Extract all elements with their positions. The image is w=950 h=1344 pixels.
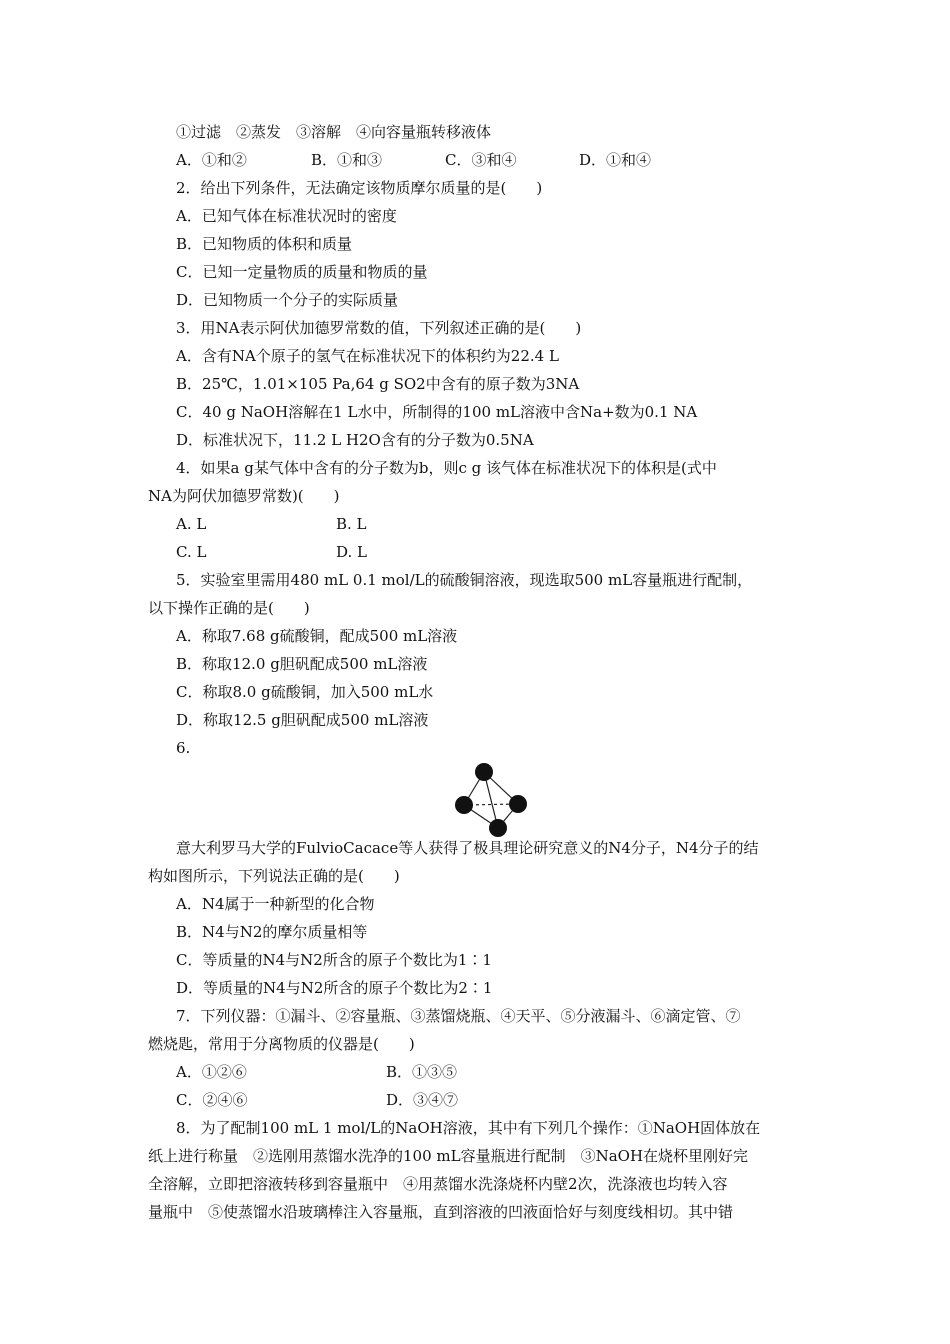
q4-option-a: A. L [176,515,207,533]
q6-stem-line2: 构如图所示，下列说法正确的是( ) [148,867,400,885]
q7-stem-line2: 燃烧匙，常用于分离物质的仪器是( ) [148,1035,415,1053]
q1-operations: ①过滤 ②蒸发 ③溶解 ④向容量瓶转移液体 [176,123,492,141]
q8-line1: 8．为了配制100 mL 1 mol/L的NaOH溶液，其中有下列几个操作：①NaOH固体放在 [176,1119,761,1137]
q6-stem-line1: 意大利罗马大学的FulvioCacace等人获得了极具理论研究意义的N4分子，N4分子的结 [176,839,759,857]
q8-line3: 全溶解，立即把溶液转移到容量瓶中 ④用蒸馏水洗涤烧杯内壁2次，洗涤液也均转入容 [148,1175,728,1193]
q6-option-a: A．N4属于一种新型的化合物 [176,895,375,913]
q7-option-c: C．②④⑥ [176,1091,248,1109]
q1-option-c: C．③和④ [445,151,517,169]
q3-stem: 3．用NA表示阿伏加德罗常数的值，下列叙述正确的是( ) [176,319,582,337]
n4-molecule-figure [450,762,530,840]
q7-option-b: B．①③⑤ [386,1063,458,1081]
q3-option-d: D．标准状况下，11.2 L H2O含有的分子数为0.5NA [176,431,534,449]
q2-stem: 2．给出下列条件，无法确定该物质摩尔质量的是( ) [176,179,543,197]
q3-option-b: B．25℃，1.01×105 Pa,64 g SO2中含有的原子数为3NA [176,375,580,393]
q2-option-a: A．已知气体在标准状况时的密度 [176,207,397,225]
q3-option-a: A．含有NA个原子的氢气在标准状况下的体积约为22.4 L [176,347,559,365]
q6-option-b: B．N4与N2的摩尔质量相等 [176,923,368,941]
q8-line4: 量瓶中 ⑤使蒸馏水沿玻璃棒注入容量瓶，直到溶液的凹液面恰好与刻度线相切。其中错 [148,1203,734,1221]
q8-line2: 纸上进行称量 ②选刚用蒸馏水洗净的100 mL容量瓶进行配制 ③NaOH在烧杯里刚好完 [148,1147,749,1165]
q1-option-a: A．①和② [176,151,247,169]
q4-option-b: B. L [336,515,367,533]
q7-stem-line1: 7．下列仪器：①漏斗、②容量瓶、③蒸馏烧瓶、④天平、⑤分液漏斗、⑥滴定管、⑦ [176,1007,741,1025]
q4-option-c: C. L [176,543,207,561]
q6-option-c: C．等质量的N4与N2所含的原子个数比为1∶1 [176,951,492,969]
q5-stem-line2: 以下操作正确的是( ) [148,599,310,617]
q5-option-b: B．称取12.0 g胆矾配成500 mL溶液 [176,655,428,673]
q5-option-d: D．称取12.5 g胆矾配成500 mL溶液 [176,711,429,729]
q7-option-d: D．③④⑦ [386,1091,459,1109]
q2-option-c: C．已知一定量物质的质量和物质的量 [176,263,428,281]
q6-option-d: D．等质量的N4与N2所含的原子个数比为2∶1 [176,979,493,997]
q1-option-d: D．①和④ [579,151,652,169]
q4-stem-line1: 4．如果a g某气体中含有的分子数为b，则c g 该气体在标准状况下的体积是(式中 [176,459,717,477]
q4-stem-line2: NA为阿伏加德罗常数)( ) [148,487,340,505]
q4-option-d: D. L [336,543,367,561]
q1-option-b: B．①和③ [311,151,383,169]
q5-option-a: A．称取7.68 g硫酸铜，配成500 mL溶液 [176,627,458,645]
q5-option-c: C．称取8.0 g硫酸铜，加入500 mL水 [176,683,434,701]
q6-number: 6. [176,739,191,757]
q3-option-c: C．40 g NaOH溶解在1 L水中，所制得的100 mL溶液中含Na+数为0.1 NA [176,403,698,421]
q2-option-b: B．已知物质的体积和质量 [176,235,353,253]
q7-option-a: A．①②⑥ [176,1063,247,1081]
q2-option-d: D．已知物质一个分子的实际质量 [176,291,399,309]
q5-stem-line1: 5．实验室里需用480 mL 0.1 mol/L的硫酸铜溶液，现选取500 mL容量瓶进行配制， [176,571,753,589]
